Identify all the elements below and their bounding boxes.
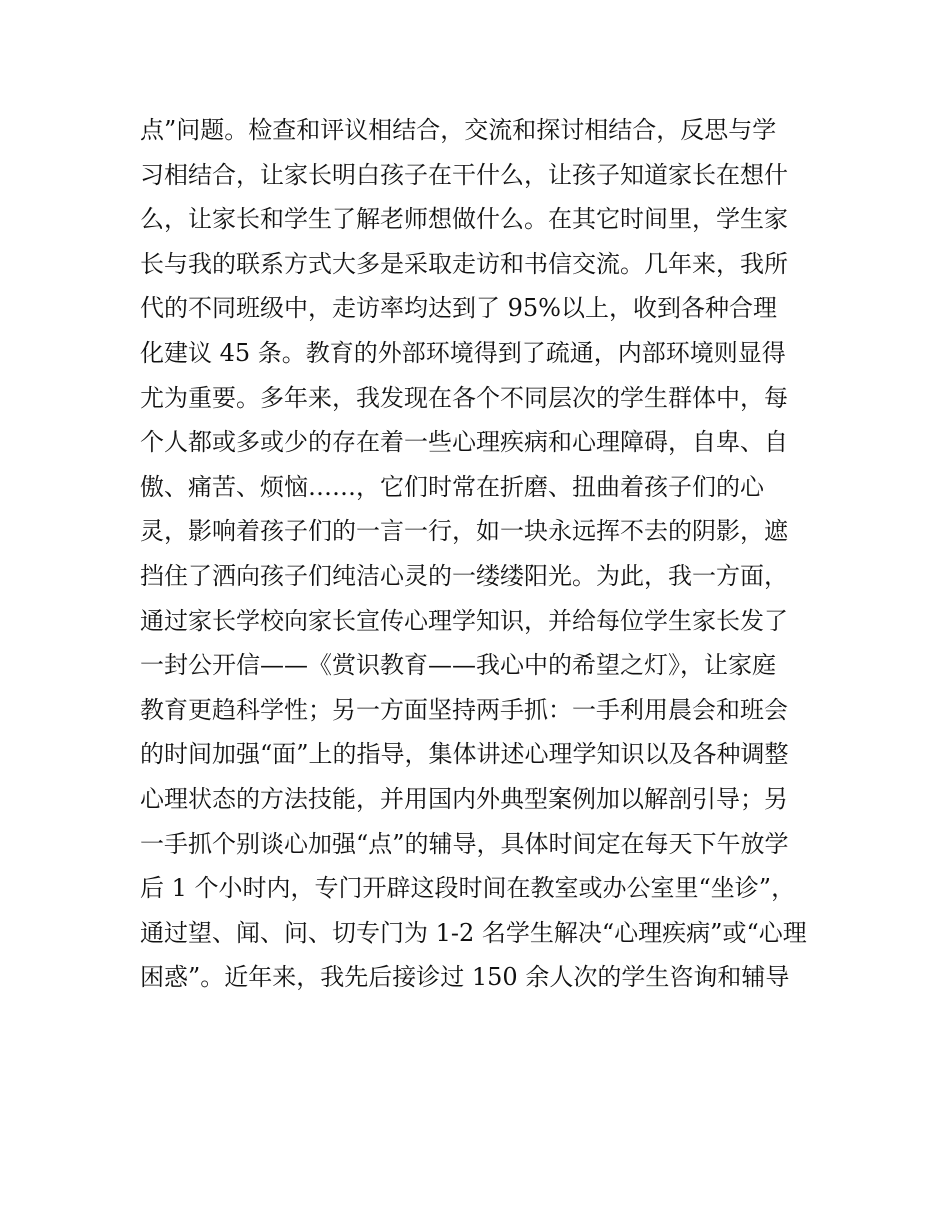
text-line: 长与我的联系方式大多是采取走访和书信交流。几年来，我所 [140, 249, 788, 278]
text-line: 一封公开信——《赏识教育——我心中的希望之灯》，让家庭 [140, 651, 776, 680]
text-line: 困惑”。近年来，我先后接诊过 150 余人次的学生咨询和辅导 [140, 963, 790, 992]
text-line: 心理状态的方法技能，并用国内外典型案例加以解剖引导；另 [140, 784, 788, 813]
text-line: 尤为重要。多年来，我发现在各个不同层次的学生群体中，每 [140, 383, 788, 412]
text-line: 通过望、闻、问、切专门为 1-2 名学生解决“心理疾病”或“心理 [140, 918, 807, 947]
text-line: 傲、痛苦、烦恼……，它们时常在折磨、扭曲着孩子们的心 [140, 472, 764, 501]
text-line: 习相结合，让家长明白孩子在干什么，让孩子知道家长在想什 [140, 160, 788, 189]
text-line: 一手抓个别谈心加强“点”的辅导，具体时间定在每天下午放学 [140, 829, 789, 858]
text-line: 后 1 个小时内，专门开辟这段时间在教室或办公室里“坐诊”， [140, 874, 796, 903]
text-line: 点”问题。检查和评议相结合，交流和探讨相结合，反思与学 [140, 116, 777, 144]
text-line: 的时间加强“面”上的指导，集体讲述心理学知识以及各种调整 [140, 740, 789, 769]
text-line: 么，让家长和学生了解老师想做什么。在其它时间里，学生家 [140, 205, 788, 234]
text-line: 代的不同班级中，走访率均达到了 95%以上，收到各种合理 [140, 294, 777, 323]
text-line: 挡住了洒向孩子们纯洁心灵的一缕缕阳光。为此，我一方面， [140, 561, 788, 590]
text-line: 灵，影响着孩子们的一言一行，如一块永远挥不去的阴影，遮 [140, 517, 788, 546]
body-text [140, 108, 830, 1000]
text-line: 个人都或多或少的存在着一些心理疾病和心理障碍，自卑、自 [140, 428, 788, 457]
text-line: 化建议 45 条。教育的外部环境得到了疏通，内部环境则显得 [140, 338, 786, 367]
text-line: 教育更趋科学性；另一方面坚持两手抓：一手利用晨会和班会 [140, 695, 788, 724]
text-line: 通过家长学校向家长宣传心理学知识，并给每位学生家长发了 [140, 606, 788, 635]
